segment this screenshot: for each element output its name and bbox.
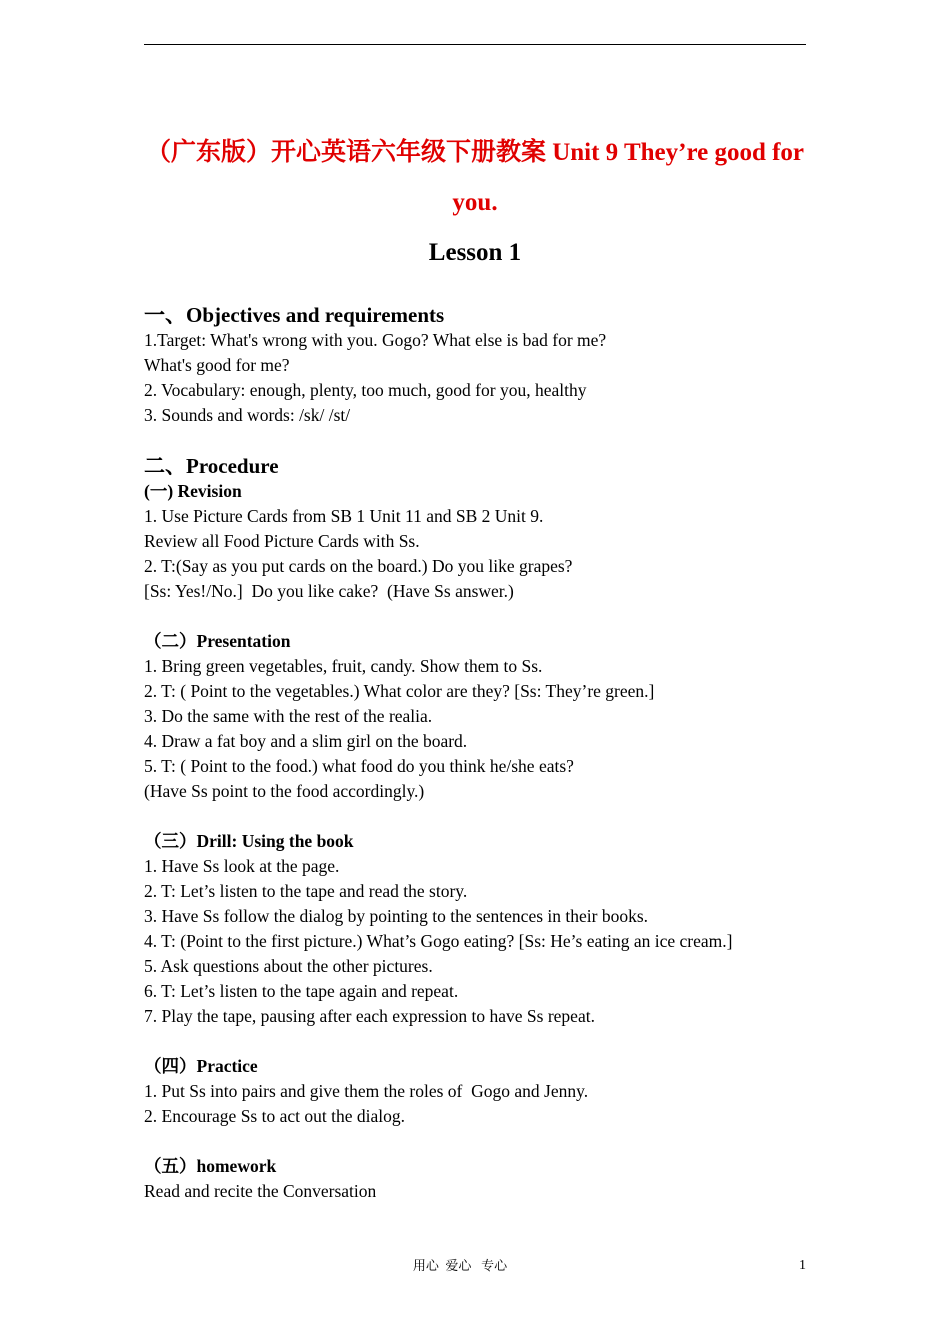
presentation-line: 3. Do the same with the rest of the realia.	[144, 706, 433, 726]
drill-line: 7. Play the tape, pausing after each expression to have Ss repeat.	[144, 1006, 595, 1026]
revision-line: [Ss: Yes!/No.] Do you like cake? (Have Ss answer.)	[144, 581, 514, 601]
drill-line: 4. T: (Point to the first picture.) What’s Gogo eating? [Ss: He’s eating an ice cream.]	[144, 931, 733, 951]
header-rule	[144, 44, 806, 45]
homework-line: Read and recite the Conversation	[144, 1181, 377, 1201]
drill-line: 6. T: Let’s listen to the tape again and repeat.	[144, 981, 459, 1001]
objectives-line: 3. Sounds and words: /sk/ /st/	[144, 405, 351, 425]
presentation-line: 1. Bring green vegetables, fruit, candy. Show them to Ss.	[144, 656, 543, 676]
objectives-line: What's good for me?	[144, 355, 290, 375]
objectives-line: 1.Target: What's wrong with you. Gogo? What else is bad for me?	[144, 330, 607, 350]
homework-heading: （五）homework	[144, 1156, 277, 1176]
presentation-line: 5. T: ( Point to the food.) what food do you think he/she eats?	[144, 756, 574, 776]
page-number: 1	[799, 1258, 806, 1273]
presentation-heading: （二）Presentation	[144, 631, 291, 651]
drill-line: 3. Have Ss follow the dialog by pointing to the sentences in their books.	[144, 906, 649, 926]
revision-line: 1. Use Picture Cards from SB 1 Unit 11 and SB 2 Unit 9.	[144, 506, 544, 526]
presentation-line: (Have Ss point to the food accordingly.)	[144, 781, 425, 801]
document-title-line-1: （广东版）开心英语六年级下册教案 Unit 9 They’re good for	[145, 139, 805, 166]
revision-line: 2. T:(Say as you put cards on the board.) Do you like grapes?	[144, 556, 573, 576]
presentation-line: 2. T: ( Point to the vegetables.) What color are they? [Ss: They’re green.]	[144, 681, 655, 701]
drill-heading: （三）Drill: Using the book	[144, 831, 354, 851]
procedure-heading: 二、Procedure	[144, 454, 279, 478]
objectives-heading: 一、Objectives and requirements	[144, 303, 445, 327]
practice-line: 1. Put Ss into pairs and give them the roles of Gogo and Jenny.	[144, 1081, 589, 1101]
drill-line: 1. Have Ss look at the page.	[144, 856, 340, 876]
practice-heading: （四）Practice	[144, 1056, 258, 1076]
revision-heading: (一) Revision	[144, 481, 242, 501]
footer-motto: 用心 爱心 专心	[412, 1258, 508, 1273]
revision-line: Review all Food Picture Cards with Ss.	[144, 531, 420, 551]
document-body	[144, 128, 806, 1204]
practice-line: 2. Encourage Ss to act out the dialog.	[144, 1106, 405, 1126]
document-title-line-2: you.	[452, 189, 498, 216]
drill-line: 2. T: Let’s listen to the tape and read the story.	[144, 881, 468, 901]
presentation-line: 4. Draw a fat boy and a slim girl on the board.	[144, 731, 468, 751]
objectives-line: 2. Vocabulary: enough, plenty, too much, good for you, healthy	[144, 380, 587, 400]
lesson-heading: Lesson 1	[428, 239, 522, 266]
drill-line: 5. Ask questions about the other pictures.	[144, 956, 433, 976]
